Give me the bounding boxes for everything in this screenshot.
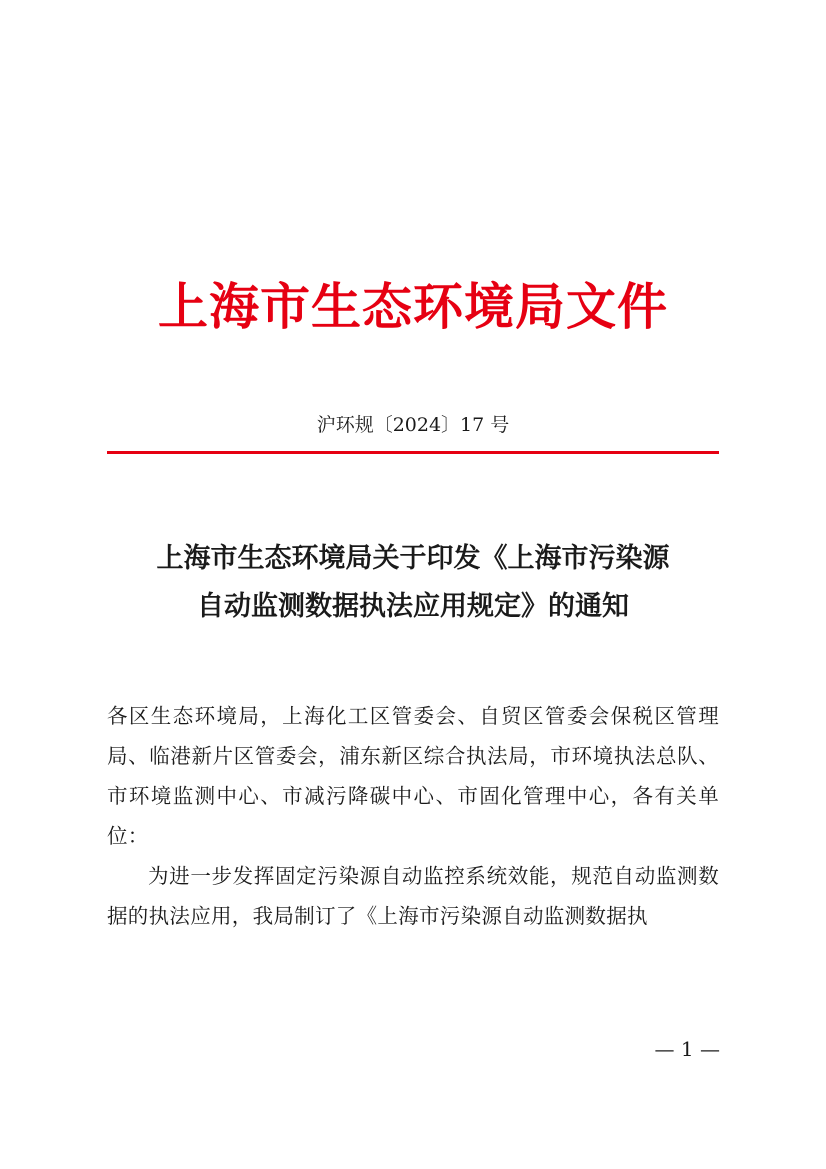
document-title-line-2: 自动监测数据执法应用规定》的通知	[197, 591, 629, 622]
red-divider-line	[107, 451, 719, 454]
document-title	[100, 535, 726, 631]
document-body	[107, 696, 719, 936]
page-number: — 1 —	[654, 1037, 720, 1061]
document-masthead: 上海市生态环境局文件	[158, 277, 668, 336]
body-paragraph: 为进一步发挥固定污染源自动监控系统效能，规范自动监测数据的执法应用，我局制订了《上海市污染源自动监测数据执	[107, 864, 719, 928]
addressee-paragraph: 各区生态环境局，上海化工区管委会、自贸区管委会保税区管理局、临港新片区管委会，浦东新区综合执法局，市环境执法总队、市环境监测中心、市减污降碳中心、市固化管理中心，各有关单位：	[107, 704, 719, 848]
document-number: 沪环规〔2024〕17 号	[316, 414, 510, 436]
document-title-line-1: 上海市生态环境局关于印发《上海市污染源	[156, 543, 670, 574]
